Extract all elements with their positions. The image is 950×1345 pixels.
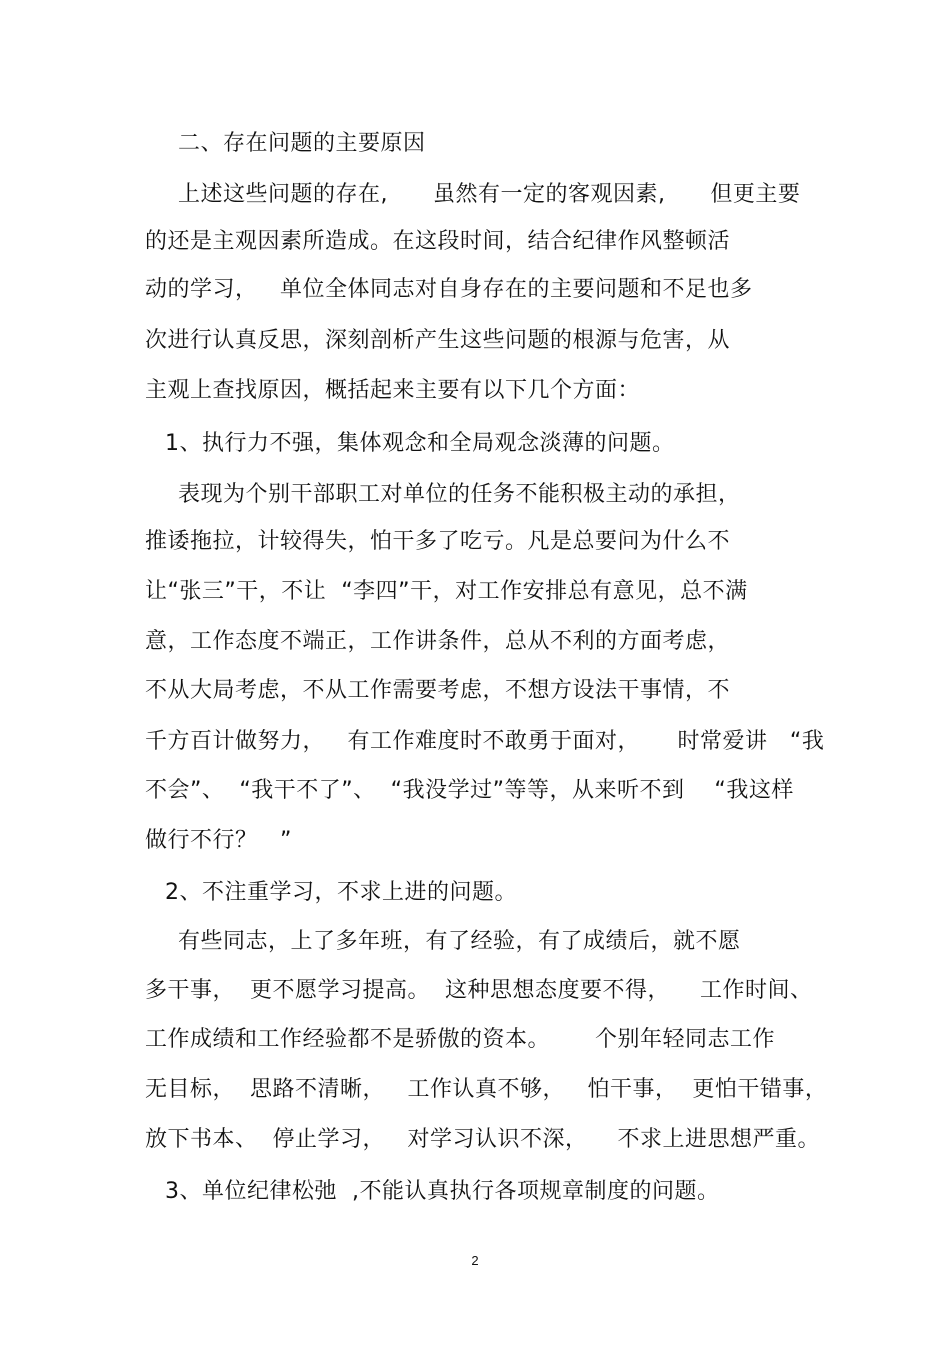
paragraph-line: 不会”、 “我干不了”、 “我没学过”等等，从来听不到 “我这样 [145,778,794,803]
paragraph-line: 次进行认真反思，深刻剖析产生这些问题的根源与危害，从 [145,328,731,353]
paragraph-line: 工作成绩和工作经验都不是骄傲的资本。 个别年轻同志工作 [145,1027,775,1052]
paragraph-line: 主观上查找原因，概括起来主要有以下几个方面： [145,378,641,403]
paragraph-line: 上述这些问题的存在, 虽然有一定的客观因素, 但更主要 [178,182,801,207]
list-item-heading: 2、不注重学习，不求上进的问题。 [165,880,517,905]
list-item-heading: 1、执行力不强，集体观念和全局观念淡薄的问题。 [165,431,675,456]
paragraph-line: 动的学习， 单位全体同志对自身存在的主要问题和不足也多 [145,277,753,302]
list-item-heading: 3、单位纪律松弛 ,不能认真执行各项规章制度的问题。 [165,1179,720,1204]
paragraph-line: 有些同志，上了多年班，有了经验，有了成绩后，就不愿 [178,929,741,954]
paragraph-line: 不从大局考虑，不从工作需要考虑，不想方设法干事情，不 [145,678,731,703]
paragraph-line: 推诿拖拉，计较得失，怕干多了吃亏。凡是总要问为什么不 [145,529,731,554]
page-number: 2 [471,1253,479,1268]
section-heading: 二、存在问题的主要原因 [178,131,426,156]
paragraph-line: 无目标， 思路不清晰， 工作认真不够， 怕干事， 更怕干错事， [145,1077,828,1102]
paragraph-line: 让“张三”干，不让 “李四”干，对工作安排总有意见，总不满 [145,579,748,604]
paragraph-line: 做行不行？ ” [145,828,292,853]
paragraph-line: 多干事， 更不愿学习提高。 这种思想态度要不得， 工作时间、 [145,978,813,1003]
paragraph-line: 意，工作态度不端正，工作讲条件，总从不利的方面考虑， [145,629,731,654]
paragraph-line: 千方百计做努力， 有工作难度时不敢勇于面对， 时常爱讲 “我 [145,729,825,754]
paragraph-line: 表现为个别干部职工对单位的任务不能积极主动的承担， [178,482,741,507]
paragraph-line: 放下书本、 停止学习， 对学习认识不深， 不求上进思想严重。 [145,1127,820,1152]
paragraph-line: 的还是主观因素所造成。在这段时间，结合纪律作风整顿活 [145,229,731,254]
